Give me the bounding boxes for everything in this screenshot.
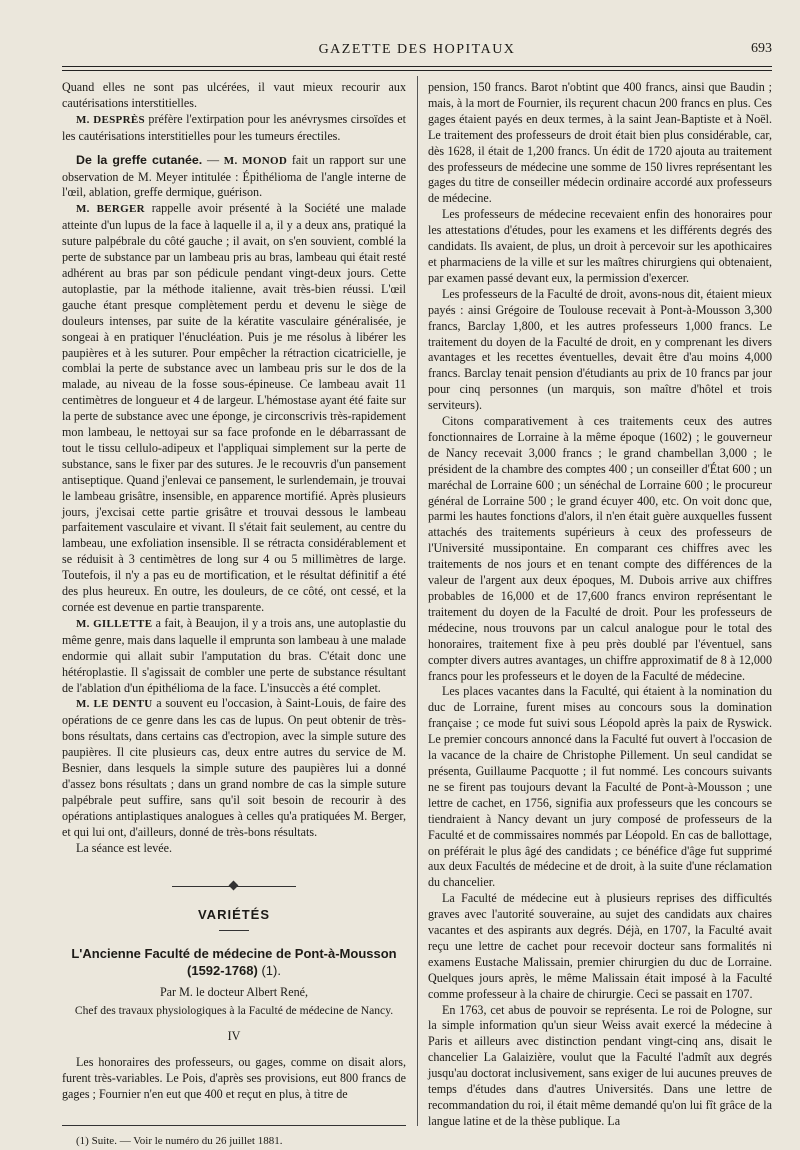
footnote: (1) Suite. — Voir le numéro du 26 juillet 1881. (76, 1134, 283, 1147)
paragraph: En 1763, cet abus de pouvoir se représenta. Le roi de Pologne, sur la simple information qu'un sieur Weiss avait exercé la médecine à Paris et ailleurs avec distinction pendant vingt-cinq ans, disait le chancelier La Galaizière, voulut que la Faculté l'admît aux degrés jusqu'au doctorat inclusivement, sans exiger de lui aucunes preuves de temps d'études dans d'autres Universités. Dans une lettre de recommandation du roi, il était même demandé qu'on lui fît grâce de la langue latine et de la thèse publique. La (428, 1002, 772, 1128)
paragraph (62, 696, 406, 840)
paragraph: Les places vacantes dans la Faculté, qui étaient à la nomination du duc de Lorraine, furent mises au concours sous la domination française ; ce mode fut suivi sous Léopold après la paix de Ryswick. Le premier concours annoncé dans la Faculté fut ouvert à l'occasion de la vacance de la chaire de Christophe Pillement. Un seul candidat se présenta, Guillaume Pacquotte ; il fut nommé. Les concours suivants ne se firent pas toujours devant la Faculté de Pont-à-Mousson ; une lettre de cachet, en 1756, signifia aux professeurs que les concours se tiendraient à Nancy devant un jury composé de professeurs de la Faculté et de commissaires nommés par Léopold. En cas de ballottage, on préférait le plus âgé des candidats ; ce bénéfice d'âge fut supprimé aux deux Facultés de médecine et de droit, à la suite d'une réclamation du chancelier. (428, 684, 772, 890)
speaker-name: M. LE DENTU (76, 698, 153, 711)
left-column (62, 80, 406, 1150)
running-title: GAZETTE DES HOPITAUX (318, 42, 516, 57)
paragraph: Citons comparativement à ces traitements ceux des autres fonctionnaires de Lorraine à la même époque (1602) ; le gouverneur de Nancy recevait 3,000 francs ; le grand chambellan 3,000 ; le président de la chambre des comptes 400 ; un conseiller d'État 600 ; un maréchal de Lorraine 600 ; un sénéchal de Lorraine 600 ; le procureur général de Lorraine 500 ; le grand écuyer 400, etc. On voit donc que, parmi les hautes fonctions d'alors, il n'en était guère auxquelles fussent attachés des traitements supérieurs à ceux des professeurs de l'Université mussipontaine. En comparant ces chiffres avec les traitements de nos jours et en tenant compte des différences de la valeur de l'argent aux deux époques, M. Dubois arrive aux chiffres probables de 16,000 et de 17,600 francs environ représentant le traitement du doyen de la Faculté de droit. Pour les professeurs de médecine, nous trouvons par un calcul analogue pour le total des honoraires, traitement fixe à peu près doublé par l'éventuel, sans compter divers autres avantages, un chiffre approximatif de 8 à 12,000 francs pour les professeurs et le doyen de la Faculté de médecine. (428, 414, 772, 683)
speaker-name: M. GILLETTE (76, 617, 153, 630)
chapter-numeral: IV (227, 1029, 241, 1044)
footnote-rule (62, 1125, 406, 1126)
paragraph-text: a souvent eu l'occasion, à Saint-Louis, de faire des opérations de ce genre dans les cas de lupus. On peut obtenir de très-bons résultats, dans certains cas d'ectropion, avec la simple suture des paupières. Il cite plusieurs cas, deux entre autres du service de M. Besnier, dans lesquels la simple suture des paupières lui a donné d'assez bons résultats ; dans un grand nombre de cas la simple suture palpébrale peut suffire, sans qu'il soit besoin de recourir à des opérations antiplastiques analogues à celles qu'a pratiquées M. Berger, et qui lui ont, d'ailleurs, donné de très-bons résultats. (62, 696, 406, 839)
speaker-name: M. DESPRÈS (76, 113, 145, 126)
paragraph: pension, 150 francs. Barot n'obtint que 400 francs, ainsi que Baudin ; mais, à la mort de Fournier, ils reçurent chacun 200 francs en plus. Ces gages étaient payés en deux termes, à la saint Jean-Baptiste et à Noël. Le traitement des professeurs de droit était bien plus considérable, car, dès 1628, il était de 1,200 francs. Un édit de 1720 ajouta au traitement des professeurs de médecine une somme de 150 livres représentant les gages du titre de conseiller médecin ordinaire accordé aux professeurs de médecine. (428, 80, 772, 206)
paragraph-text: fait un rapport sur une observation de M. Meyer intitulée : Épithélioma de l'angle interne de l'œil, ablation, greffe dermique, guérison. (62, 152, 407, 200)
header-rule-bottom (62, 70, 772, 71)
section-separator (62, 879, 406, 893)
paragraph: La séance est levée. (76, 840, 173, 855)
author-line: Par M. le docteur Albert René, (159, 985, 309, 1000)
paragraph: Les professeurs de médecine recevaient enfin des honoraires pour les attestations d'études, pour les examens et les différents degrés des candidats. Ils avaient, de plus, un droit à percevoir sur les apothicaires et pharmaciens de la ville et sur les maîtres chirurgiens qui obtenaient, par examen passé devant eux, la permission d'exercer. (428, 207, 772, 285)
paragraph: Les professeurs de la Faculté de droit, avons-nous dit, étaient mieux payés : ainsi Grégoire de Toulouse recevait à Pont-à-Mousson 3,300 francs, Barclay 1,800, et les autres professeurs 1,000 francs. Le traitement du doyen de la Faculté de droit, en y comprenant les divers avantages et les recettes éventuelles, devait être d'au moins 4,000 francs. Barclay tenait pension d'étudiants au prix de 10 francs par jour pour cinq personnes (un marquis, son maître d'hôtel et trois serviteurs). (428, 286, 772, 413)
speaker-name: M. BERGER (76, 203, 145, 216)
paragraph (62, 112, 406, 145)
paragraph-text: préfère l'extirpation pour les anévrysmes cirsoïdes et les cautérisations interstitielles pour les tumeurs érectiles. (62, 111, 406, 143)
header-rule-top (62, 66, 772, 67)
affiliation-line: Chef des travaux physiologiques à la Faculté de médecine de Nancy. (74, 1004, 394, 1018)
speaker-name: M. MONOD (223, 154, 288, 167)
paragraph: Quand elles ne sont pas ulcérées, il vaut mieux recourir aux cautérisations interstitielles. (62, 80, 406, 110)
footnote-ref: (1). (257, 963, 281, 979)
article-title-line (62, 962, 406, 979)
paragraph-text: a fait, à Beaujon, il y a trois ans, une autoplastie du même genre, mais dans laquelle il emprunta son lambeau à une malade endormie qui allait subir l'amputation du bras. C'était donc une hétéroplastie. Il s'agissait de combler une perte de substance résultant de l'ablation d'un épithélioma de la face. L'insuccès a été complet. (62, 615, 406, 695)
column-divider (417, 76, 418, 1126)
section-title: VARIÉTÉS (197, 906, 271, 922)
page-number: 693 (751, 41, 772, 56)
dash: — (202, 152, 224, 167)
page-header (62, 38, 772, 58)
paragraph: La Faculté de médecine eut à plusieurs reprises des difficultés graves avec l'autorité souveraine, au sujet des candidats aux chaires vacantes et des aspirants aux degrés. Déjà, en 1707, la Faculté avait reçu une lettre de cachet pour recevoir docteur sans formalités ni examens Eustache Malissain, premier chirurgien du duc de Lorraine. Quelques jours après, le même Malissain était imposé à la Faculté comme professeur à la chaire de chirurgie. Ceci se passait en 1707. (428, 891, 772, 1001)
article-title-line: L'Ancienne Faculté de médecine de Pont-à-Mousson (71, 946, 397, 962)
article-dates: (1592-1768) (187, 963, 258, 979)
right-column (428, 80, 772, 1130)
paragraph (62, 153, 406, 202)
paragraph: Les honoraires des professeurs, ou gages, comme on disait alors, furent très-variables. Le Pois, d'après ses provisions, eut 800 francs de gages ; Fournier n'en eut que 400 et reçut en plus, à titre de (62, 1055, 406, 1101)
subsection-heading: De la greffe cutanée. (76, 152, 203, 167)
separator-diamond (229, 880, 239, 890)
short-rule (219, 930, 249, 931)
paragraph (62, 616, 406, 697)
paragraph-text: rappelle avoir présenté à la Société une malade atteinte d'un lupus de la face à laquelle il a, il y a deux ans, pratiqué la suture palpébrale du côté gauche ; il avait, on s'en souvient, comblé la perte de substance par un lambeau pris au bras, lambeau qui était resté adhérent au bras par son pédicule pendant vingt-deux jours. Cette autoplastie, par la méthode italienne, avait très-bien réussi. L'œil gauche étant presque complètement perdu et devenu le siège de douleurs intenses, par suite de la kératite vasculaire généralisée, je songeai à en pratiquer l'énucléation. Puis je me résolus à libérer les paupières et à les suturer. Pour empêcher la rétraction cicatricielle, je comblai la perte de substance avec un lambeau pris sur le dos de la malade, au niveau de la fosse sous-épineuse. Ce lambeau avait 11 centimètres de longueur et 4 de largeur. L'hémostase ayant été faite sur la perte de substance avec une éponge, je circonscrivis très-rapidement mon lambeau, le nettoyai sur sa face profonde en le débarrassant de tout le tissu cellulo-adipeux et l'appliquai simplement sur la perte de substance, sans le fixer par des sutures. Je le recouvris d'un pansement antiseptique. Quand j'enlevai ce pansement, le surlendemain, je trouvai le lambeau grisâtre, insensible, en apparence mortifié. Après plusieurs jours, j'excisai cette partie grisâtre et trouvai dessous le lambeau parfaitement vasculaire et vivant. Il s'était fait seulement, au centre du lambeau, une exfoliation insensible. Il se rétracta considérablement et se réduisit à 3 centimètres de long sur 4 ou 5 millimètres de large. Toutefois, il n'y a pas eu de mortification, et le résultat définitif a été des plus heureux. En outre, les douleurs, de ce côté, ont cessé, et la cornée est devenue en partie transparente. (62, 201, 406, 614)
paragraph (62, 201, 406, 616)
article-title (62, 945, 406, 979)
